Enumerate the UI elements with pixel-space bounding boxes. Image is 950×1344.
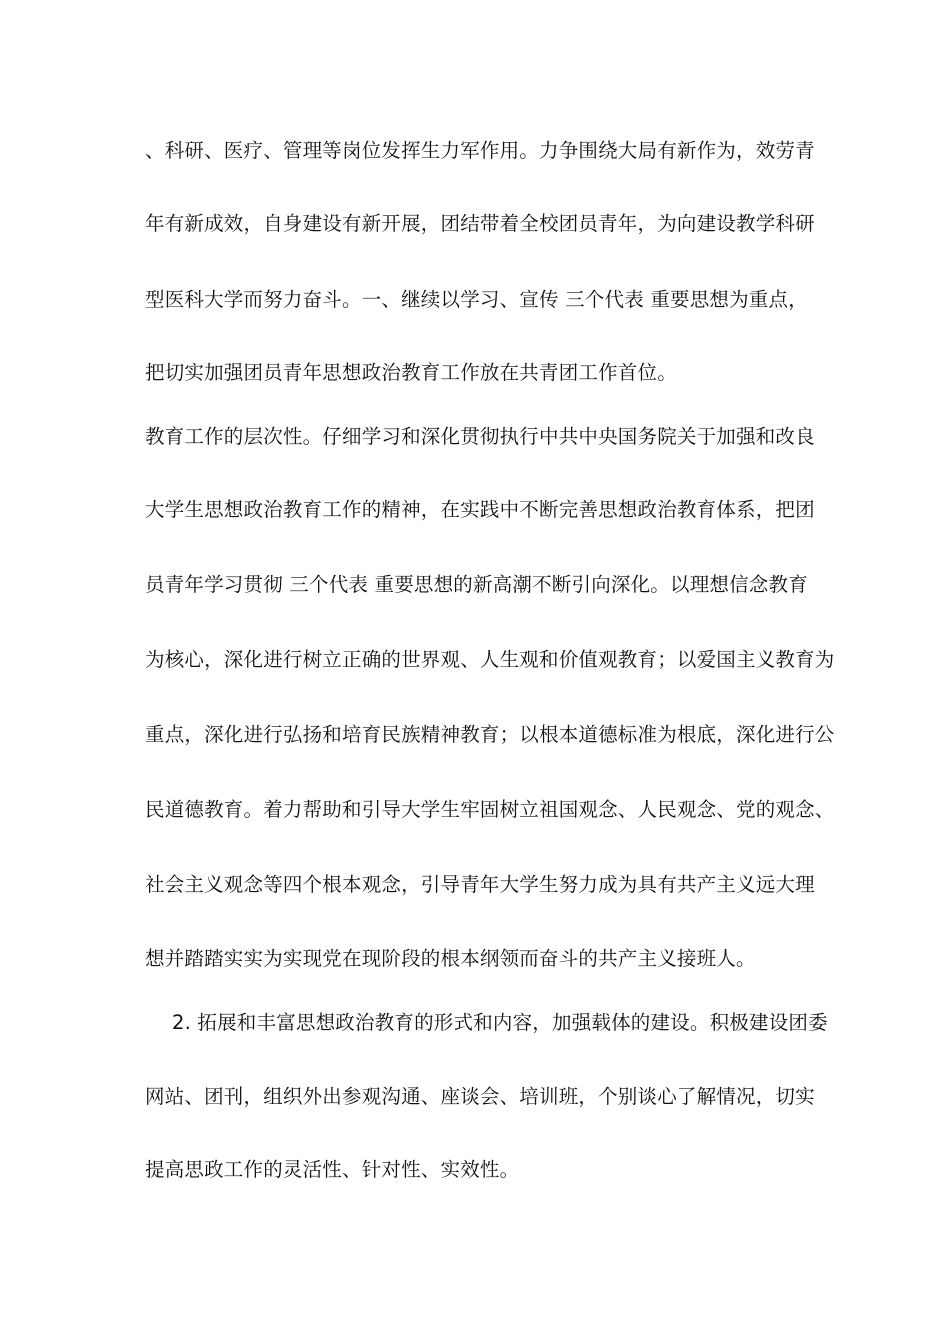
text-line: 年有新成效，自身建设有新开展，团结带着全校团员青年，为向建设教学科研 [145,212,815,235]
text-line: 社会主义观念等四个根本观念，引导青年大学生努力成为具有共产主义远大理 [145,873,815,896]
text-line: 网站、团刊，组织外出参观沟通、座谈会、培训班，个别谈心了解情况，切实 [145,1085,815,1108]
text-line: 教育工作的层次性。仔细学习和深化贯彻执行中共中央国务院关于加强和改良 [145,425,815,448]
text-line: 把切实加强团员青年思想政治教育工作放在共青团工作首位。 [145,361,677,384]
text-line: 型医科大学而努力奋斗。一、继续以学习、宣传 三个代表 重要思想为重点， [145,288,808,311]
numbered-paragraph-line: 2. 拓展和丰富思想政治教育的形式和内容，加强载体的建设。积极建设团委 [172,1011,828,1034]
text-line: 、科研、医疗、管理等岗位发挥生力军作用。力争围绕大局有新作为，效劳青 [145,139,815,162]
text-line: 提高思政工作的灵活性、针对性、实效性。 [145,1158,520,1181]
text-line: 为核心，深化进行树立正确的世界观、人生观和价值观教育；以爱国主义教育为 [145,648,835,671]
text-line: 重点，深化进行弘扬和培育民族精神教育；以根本道德标准为根底，深化进行公 [145,723,835,746]
text-line: 民道德教育。着力帮助和引导大学生牢固树立祖国观念、人民观念、党的观念、 [145,798,835,821]
text-line: 想并踏踏实实为实现党在现阶段的根本纲领而奋斗的共产主义接班人。 [145,947,756,970]
text-line: 大学生思想政治教育工作的精神，在实践中不断完善思想政治教育体系，把团 [145,498,815,521]
text-line: 员青年学习贯彻 三个代表 重要思想的新高潮不断引向深化。以理想信念教育 [145,573,808,596]
